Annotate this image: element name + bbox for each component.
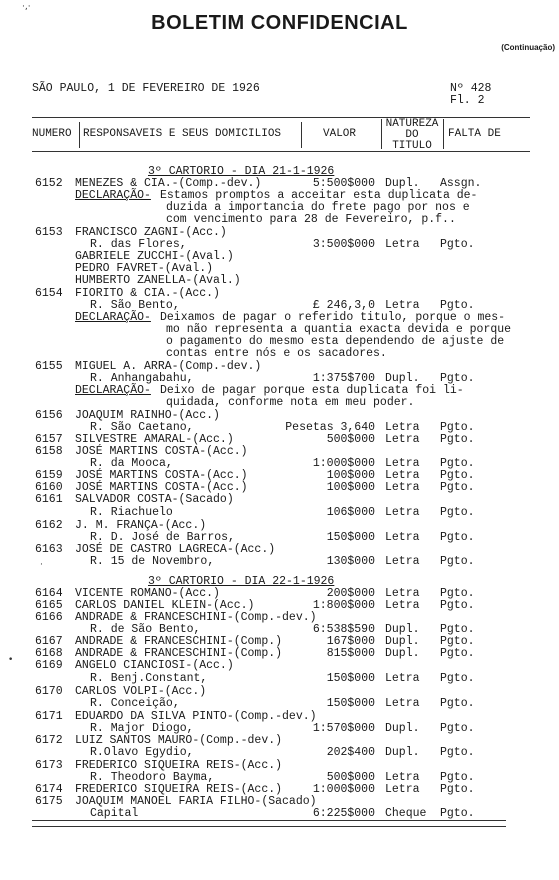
guarantor-name: GABRIELE ZUCCHI-(Aval.) <box>75 250 234 263</box>
entry-value: 815$000 <box>326 647 375 660</box>
declaration-line <box>0 214 559 226</box>
column-header-natureza: DO <box>405 129 419 141</box>
entry-name: JOSÉ MARTINS COSTA-(Acc.) <box>75 469 248 482</box>
guarantor-name: HUMBERTO ZANELLA-(Aval.) <box>75 274 241 287</box>
entry-name: ANGELO CIANCIOSI-(Acc.) <box>75 659 234 672</box>
entry-nature: Dupl. <box>385 647 420 660</box>
entry-nature: Letra <box>385 506 420 519</box>
speck-mark: · <box>40 560 43 570</box>
entry-name: SALVADOR COSTA-(Sacado) <box>75 493 234 506</box>
entry-falta: Pgto. <box>440 722 475 735</box>
entry-address: R. das Flores, <box>90 238 187 251</box>
entry-address: R. Theodoro Bayma, <box>90 771 215 784</box>
entry-number: 6152 <box>35 177 63 190</box>
entry-name: J. M. FRANÇA-(Acc.) <box>75 519 207 532</box>
declaration-text: quidada, conforme nota em meu poder. <box>166 396 415 409</box>
document-title: BOLETIM CONFIDENCIAL <box>151 12 408 34</box>
entry-falta: Pgto. <box>440 531 475 544</box>
city-date: SÃO PAULO, 1 DE FEVEREIRO DE 1926 <box>32 82 260 95</box>
entry-address: R. Major Diogo, <box>90 722 194 735</box>
entry-falta: Pgto. <box>440 457 475 470</box>
entry-number: 6169 <box>35 659 63 672</box>
entry-number: 6161 <box>35 493 63 506</box>
entry-number: 6171 <box>35 710 63 723</box>
entry-falta: Pgto. <box>440 697 475 710</box>
entry-falta: Assgn. <box>440 177 482 190</box>
entry-name: JOSÉ MARTINS COSTA-(Acc.) <box>75 445 248 458</box>
table-row <box>0 660 559 672</box>
declaration-label: DECLARAÇÃO- <box>75 189 151 202</box>
entry-falta: Pgto. <box>440 555 475 568</box>
entry-falta: Pgto. <box>440 421 475 434</box>
entry-name: FRANCISCO ZAGNI-(Acc.) <box>75 226 227 239</box>
entry-number: 6170 <box>35 685 63 698</box>
entry-falta: Pgto. <box>440 469 475 482</box>
entry-nature: Letra <box>385 531 420 544</box>
declaration-text: o pagamento do mesmo esta dependendo de ajuste de <box>166 335 505 348</box>
entry-name: EDUARDO DA SILVA PINTO-(Comp.-dev.) <box>75 710 317 723</box>
entry-value: 6:538$590 <box>312 623 375 636</box>
table-row <box>0 796 559 808</box>
entry-falta: Pgto. <box>440 599 475 612</box>
entry-nature: Letra <box>385 672 420 685</box>
entry-nature: Dupl. <box>385 372 420 385</box>
entry-number: 6167 <box>35 635 63 648</box>
entry-nature: Letra <box>385 481 420 494</box>
entry-value: £ 246,3,0 <box>312 299 375 312</box>
entry-value: 1:000$000 <box>312 783 375 796</box>
entry-value: 1:000$000 <box>312 457 375 470</box>
speck-mark: • <box>8 655 14 665</box>
entry-value: 202$400 <box>326 746 375 759</box>
entry-value: 150$000 <box>326 672 375 685</box>
entry-value: 150$000 <box>326 697 375 710</box>
table-row <box>0 686 559 698</box>
entry-address: R.Olavo Egydio, <box>90 746 194 759</box>
header-top-rule <box>32 117 530 118</box>
speck-mark: ·,· <box>22 2 31 12</box>
entry-address: R. D. José de Barros, <box>90 531 235 544</box>
entry-nature: Dupl. <box>385 746 420 759</box>
entry-falta: Pgto. <box>440 746 475 759</box>
entry-number: 6164 <box>35 587 63 600</box>
entry-falta: Pgto. <box>440 506 475 519</box>
table-row <box>0 556 559 568</box>
declaration-text: Estamos promptos a acceitar esta duplicata de- <box>160 189 478 202</box>
bulletin-number: Nº 428 <box>450 82 492 95</box>
declaration-text: mo não representa a quantia exacta devida e porque <box>166 323 512 336</box>
entry-falta: Pgto. <box>440 647 475 660</box>
table-row <box>0 760 559 772</box>
entry-name: ANDRADE & FRANCESCHINI-(Comp.) <box>75 647 283 660</box>
declaration-line <box>0 397 559 409</box>
table-row <box>0 544 559 556</box>
entry-value: 500$000 <box>326 433 375 446</box>
entry-falta: Pgto. <box>440 672 475 685</box>
entry-value: 1:375$700 <box>312 372 375 385</box>
declaration-label: DECLARAÇÃO- <box>75 384 151 397</box>
entry-address: R. 15 de Novembro, <box>90 555 215 568</box>
entry-name: SILVESTRE AMARAL-(Acc.) <box>75 433 234 446</box>
column-divider <box>443 119 444 149</box>
entry-value: Pesetas 3,640 <box>285 421 375 434</box>
section-heading: 3º CARTORIO - DIA 21-1-1926 <box>148 165 335 178</box>
table-row <box>0 507 559 519</box>
entry-falta: Pgto. <box>440 587 475 600</box>
entry-name: ANDRADE & FRANCESCHINI-(Comp.) <box>75 635 283 648</box>
entry-number: 6154 <box>35 287 63 300</box>
entry-nature: Dupl. <box>385 623 420 636</box>
entry-value: 6:225$000 <box>312 807 375 820</box>
entry-name: VICENTE ROMANO-(Acc.) <box>75 587 220 600</box>
entry-nature: Letra <box>385 555 420 568</box>
entry-nature: Letra <box>385 587 420 600</box>
entry-value: 1:800$000 <box>312 599 375 612</box>
table-row <box>0 361 559 373</box>
entry-number: 6157 <box>35 433 63 446</box>
table-row <box>0 735 559 747</box>
table-row <box>0 446 559 458</box>
entry-name: CARLOS VOLPI-(Acc.) <box>75 685 207 698</box>
entry-falta: Pgto. <box>440 481 475 494</box>
entry-nature: Letra <box>385 783 420 796</box>
column-header-valor: VALOR <box>323 128 357 140</box>
entry-address: R. São Caetano, <box>90 421 194 434</box>
entry-name: FREDERICO SIQUEIRA REIS-(Acc.) <box>75 759 283 772</box>
entry-falta: Pgto. <box>440 807 475 820</box>
entry-falta: Pgto. <box>440 299 475 312</box>
entry-name: JOAQUIM RAINHO-(Acc.) <box>75 409 220 422</box>
declaration-text: duzida a importancia do frete pago por nos e <box>166 201 470 214</box>
table-row <box>0 494 559 506</box>
entry-nature: Letra <box>385 599 420 612</box>
column-header-falta: FALTA DE <box>448 128 501 140</box>
entry-address: Capital <box>90 807 139 820</box>
table-row <box>0 808 559 820</box>
entry-number: 6168 <box>35 647 63 660</box>
sheet-number: Fl. 2 <box>450 94 485 107</box>
entry-address: R. de São Bento, <box>90 623 201 636</box>
entry-falta: Pgto. <box>440 372 475 385</box>
entry-address: R. da Mooca, <box>90 457 173 470</box>
entry-name: FREDERICO SIQUEIRA REIS-(Acc.) <box>75 783 283 796</box>
guarantor-name: PEDRO FAVRET-(Aval.) <box>75 262 214 275</box>
entry-number: 6162 <box>35 519 63 532</box>
entry-value: 100$000 <box>326 469 375 482</box>
entry-address: R. São Bento, <box>90 299 180 312</box>
entry-name: FIORITO & CIA.-(Acc.) <box>75 287 220 300</box>
entry-nature: Letra <box>385 238 420 251</box>
footer-rule <box>32 826 506 827</box>
table-row <box>0 288 559 300</box>
entry-number: 6153 <box>35 226 63 239</box>
entry-value: 1:570$000 <box>312 722 375 735</box>
entry-value: 106$000 <box>326 506 375 519</box>
entry-nature: Letra <box>385 457 420 470</box>
column-header-numero: NUMERO <box>32 128 72 140</box>
entry-falta: Pgto. <box>440 433 475 446</box>
entry-address: R. Anhangabahu, <box>90 372 194 385</box>
table-row <box>0 698 559 710</box>
entry-nature: Letra <box>385 771 420 784</box>
entry-nature: Letra <box>385 697 420 710</box>
column-header-natureza: NATUREZA <box>385 118 439 130</box>
entry-falta: Pgto. <box>440 623 475 636</box>
column-divider <box>301 122 302 148</box>
entry-falta: Pgto. <box>440 635 475 648</box>
entry-number: 6155 <box>35 360 63 373</box>
table-row <box>0 711 559 723</box>
declaration-line <box>0 348 559 360</box>
entry-nature: Dupl. <box>385 722 420 735</box>
declaration-text: Deixo de pagar porque esta duplicata foi li- <box>160 384 464 397</box>
continuation-note: (Continuação) <box>501 43 555 52</box>
entry-nature: Letra <box>385 433 420 446</box>
guarantor-line <box>0 275 559 287</box>
entry-number: 6166 <box>35 611 63 624</box>
entry-number: 6159 <box>35 469 63 482</box>
entry-value: 167$000 <box>326 635 375 648</box>
declaration-text: com vencimento para 28 de Fevereiro, p.f.. <box>166 213 456 226</box>
column-divider <box>79 122 80 148</box>
table-row <box>0 410 559 422</box>
entry-name: JOAQUIM MANOEL FARIA FILHO-(Sacado) <box>75 795 317 808</box>
entry-number: 6172 <box>35 734 63 747</box>
entry-value: 130$000 <box>326 555 375 568</box>
entry-falta: Pgto. <box>440 238 475 251</box>
entry-address: R. Benj.Constant, <box>90 672 208 685</box>
declaration-text: Deixamos de pagar o referido titulo, porque o mes- <box>160 311 506 324</box>
entry-value: 500$000 <box>326 771 375 784</box>
entry-name: JOSÉ DE CASTRO LAGRECA-(Acc.) <box>75 543 276 556</box>
declaration-text: contas entre nós e os sacadores. <box>166 347 387 360</box>
entry-name: LUIZ SANTOS MAURO-(Comp.-dev.) <box>75 734 283 747</box>
table-row <box>0 747 559 759</box>
entry-number: 6165 <box>35 599 63 612</box>
entry-value: 5:500$000 <box>312 177 375 190</box>
column-header-natureza: TITULO <box>392 140 432 152</box>
entry-nature: Cheque <box>385 807 427 820</box>
table-row <box>0 612 559 624</box>
entry-number: 6156 <box>35 409 63 422</box>
table-row <box>0 673 559 685</box>
entry-name: CARLOS DANIEL KLEIN-(Acc.) <box>75 599 255 612</box>
entry-nature: Dupl. <box>385 635 420 648</box>
entry-falta: Pgto. <box>440 771 475 784</box>
entry-address: R. Conceição, <box>90 697 180 710</box>
entry-number: 6175 <box>35 795 63 808</box>
footer-rule <box>32 820 506 821</box>
entry-value: 100$000 <box>326 481 375 494</box>
entry-value: 200$000 <box>326 587 375 600</box>
entry-name: ANDRADE & FRANCESCHINI-(Comp.-dev.) <box>75 611 317 624</box>
entry-nature: Letra <box>385 299 420 312</box>
entry-number: 6163 <box>35 543 63 556</box>
entry-address: R. Riachuelo <box>90 506 173 519</box>
table-row <box>0 227 559 239</box>
entry-value: 150$000 <box>326 531 375 544</box>
entry-falta: Pgto. <box>440 783 475 796</box>
entry-number: 6173 <box>35 759 63 772</box>
entry-number: 6158 <box>35 445 63 458</box>
entry-name: MIGUEL A. ARRA-(Comp.-dev.) <box>75 360 262 373</box>
table-row <box>0 520 559 532</box>
entry-nature: Letra <box>385 421 420 434</box>
entry-nature: Letra <box>385 469 420 482</box>
entry-number: 6160 <box>35 481 63 494</box>
entry-nature: Dupl. <box>385 177 420 190</box>
entry-name: MENEZES & CIA.-(Comp.-dev.) <box>75 177 262 190</box>
header-bottom-rule <box>32 151 530 152</box>
entry-value: 3:500$000 <box>312 238 375 251</box>
section-heading: 3º CARTORIO - DIA 22-1-1926 <box>148 575 335 588</box>
declaration-label: DECLARAÇÃO- <box>75 311 151 324</box>
entry-number: 6174 <box>35 783 63 796</box>
column-header-responsaveis: RESPONSAVEIS E SEUS DOMICILIOS <box>83 128 282 140</box>
entry-name: JOSÉ MARTINS COSTA-(Acc.) <box>75 481 248 494</box>
